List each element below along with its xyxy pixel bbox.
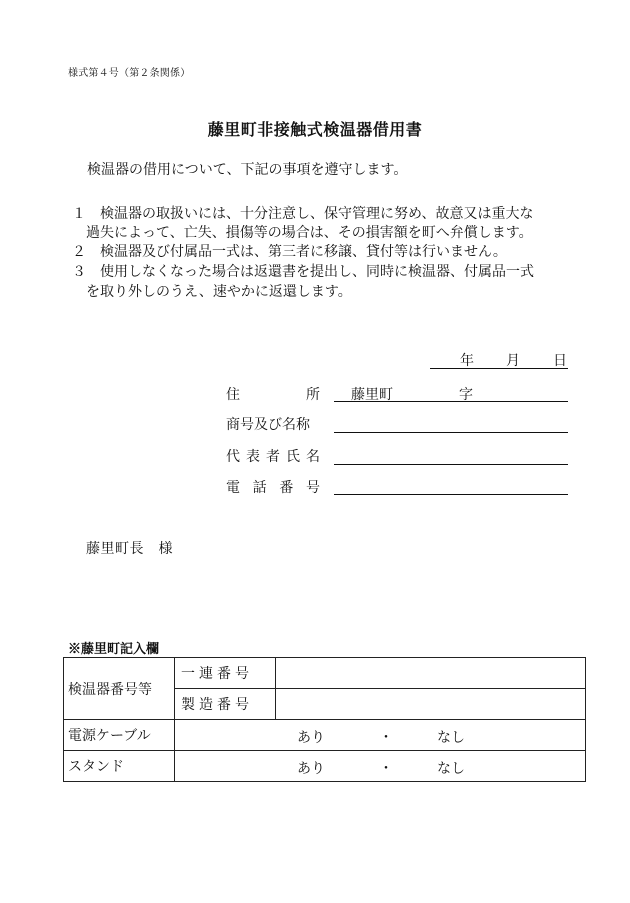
date-field[interactable]	[430, 350, 568, 369]
stand-separator: ・	[379, 761, 393, 777]
clause-3-line-2: を取り外しのうえ、速やかに返還します。	[86, 284, 352, 300]
power-cable-no[interactable]: なし	[437, 730, 465, 746]
addressee: 藤里町長 様	[86, 541, 173, 557]
date-year-label: 年	[460, 353, 474, 369]
clause-3-line-1: 使用しなくなった場合は返還書を提出し、同時に検温器、付属品一式	[100, 264, 534, 280]
document-title: 藤里町非接触式検温器借用書	[207, 120, 423, 139]
manufacture-number-label: 製造番号	[175, 689, 276, 720]
clause-2-number: ２	[72, 244, 86, 260]
address-aza: 字	[459, 387, 473, 403]
serial-number-label: 一連番号	[175, 658, 276, 689]
stand-no[interactable]: なし	[437, 761, 465, 777]
company-label: 商号及び名称	[226, 417, 310, 433]
serial-number-input[interactable]	[276, 658, 586, 689]
stand-label: スタンド	[64, 751, 175, 782]
office-use-heading: ※藤里町記入欄	[68, 642, 160, 657]
phone-field[interactable]	[334, 476, 568, 495]
office-use-table	[63, 657, 586, 782]
device-number-label: 検温器番号等	[64, 658, 175, 720]
address-town: 藤里町	[351, 387, 393, 403]
intro-text: 検温器の借用について、下記の事項を遵守します。	[87, 162, 408, 178]
representative-label: 代 表 者 氏 名	[226, 449, 320, 465]
address-label: 住 所	[226, 387, 320, 403]
table-row	[64, 751, 586, 782]
form-number: 様式第４号（第２条関係）	[68, 68, 191, 79]
date-month-label: 月	[506, 353, 520, 369]
table-row	[64, 658, 586, 689]
company-field[interactable]	[334, 414, 568, 433]
clause-1-line-2: 過失によって、亡失、損傷等の場合は、その損害額を町へ弁償します。	[86, 225, 533, 241]
phone-label: 電 話 番 号	[226, 480, 320, 496]
clause-1-number: １	[72, 206, 86, 222]
date-day-label: 日	[553, 353, 567, 369]
clause-3-number: ３	[72, 264, 86, 280]
power-cable-yes[interactable]: あり	[297, 730, 325, 746]
stand-options[interactable]	[175, 751, 586, 782]
table-row	[64, 720, 586, 751]
clause-1-line-1: 検温器の取扱いには、十分注意し、保守管理に努め、故意又は重大な	[100, 206, 534, 222]
clause-2-line-1: 検温器及び付属品一式は、第三者に移譲、貸付等は行いません。	[100, 244, 507, 260]
power-cable-options[interactable]	[175, 720, 586, 751]
power-cable-label: 電源ケーブル	[64, 720, 175, 751]
representative-field[interactable]	[334, 446, 568, 465]
manufacture-number-input[interactable]	[276, 689, 586, 720]
stand-yes[interactable]: あり	[297, 761, 325, 777]
power-cable-separator: ・	[379, 730, 393, 746]
address-field[interactable]	[334, 383, 568, 402]
